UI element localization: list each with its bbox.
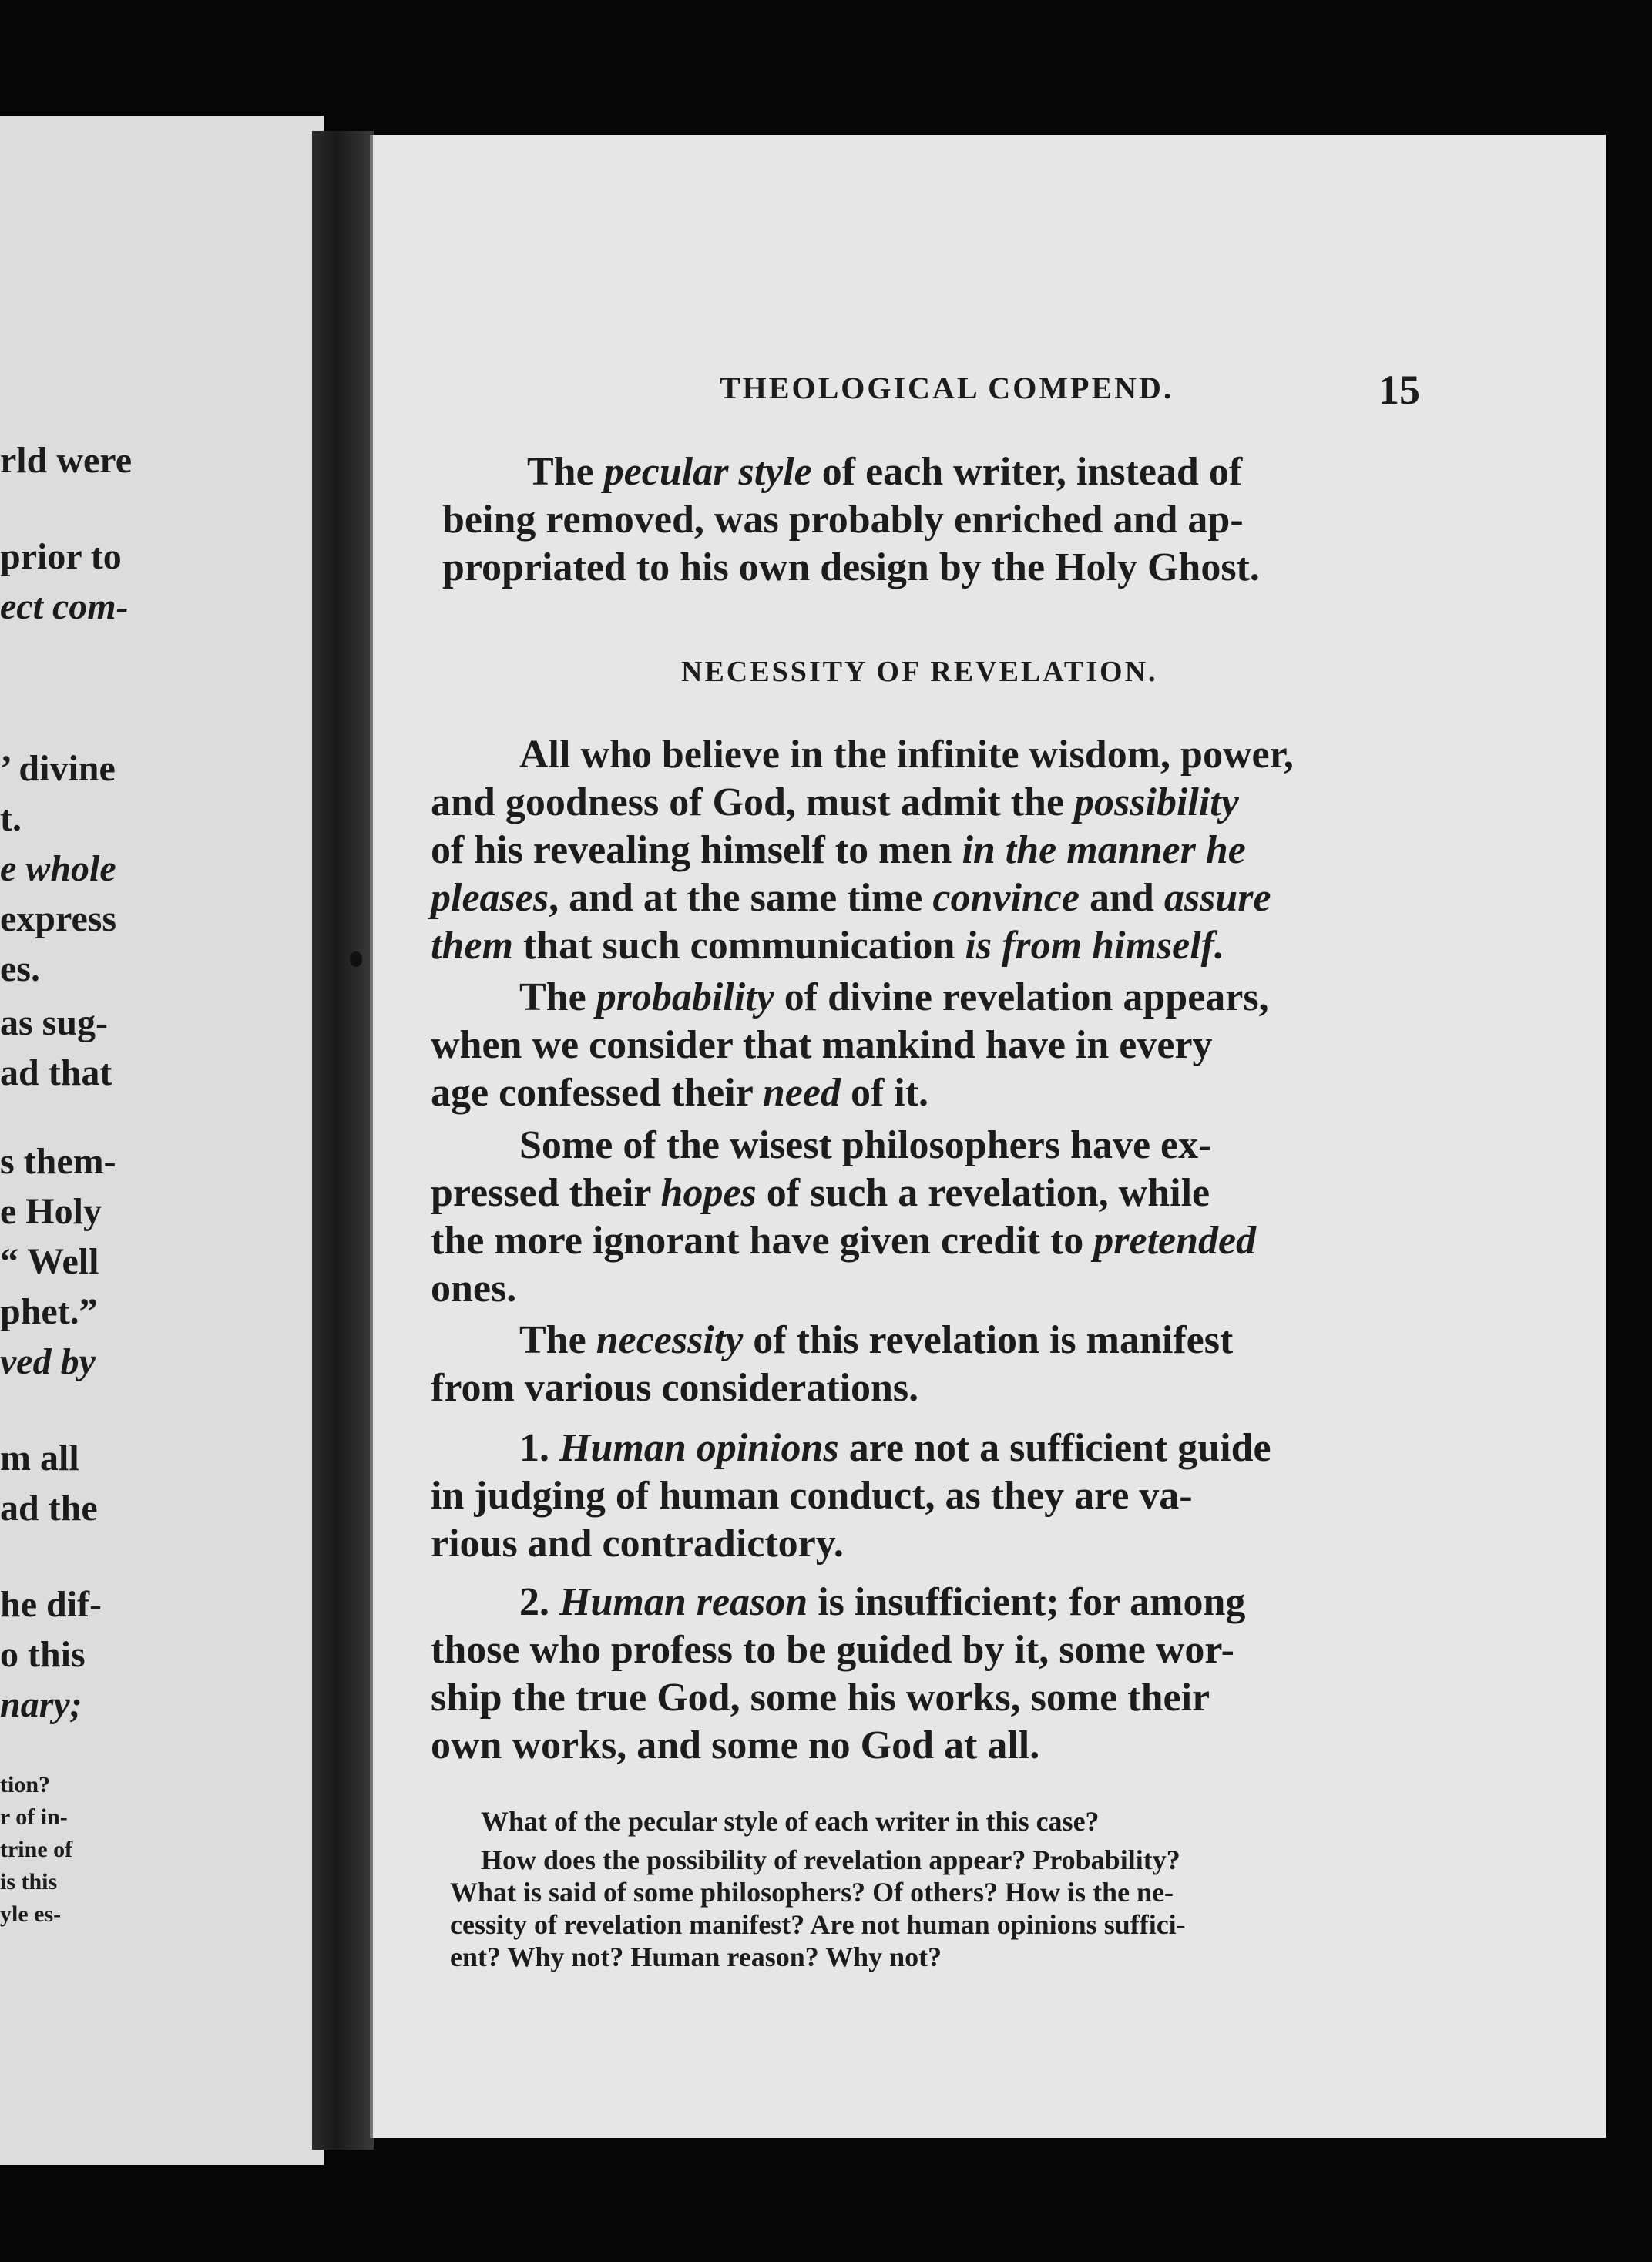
left-page-line: nary;	[0, 1684, 82, 1725]
left-page-line: ad the	[0, 1488, 98, 1529]
paragraph-line: ones.	[431, 1267, 517, 1311]
left-page-line: m all	[0, 1438, 79, 1478]
review-question-line: cessity of revelation manifest? Are not human opinions suffici-	[450, 1909, 1186, 1940]
numbered-point-line: those who profess to be guided by it, some wor-	[431, 1628, 1234, 1672]
left-page-question-line: yle es-	[0, 1901, 62, 1927]
left-page-line: t.	[0, 798, 22, 839]
paragraph-line: age confessed their need of it.	[431, 1071, 929, 1115]
left-page-line: rld were	[0, 440, 133, 481]
left-page-question-line: tion?	[0, 1772, 51, 1797]
left-page-line: prior to	[0, 536, 122, 577]
paragraph-line: and goodness of God, must admit the possibility	[431, 780, 1239, 824]
paragraph-line: Some of the wisest philosophers have ex-	[519, 1123, 1212, 1167]
left-page-line: phet.”	[0, 1291, 98, 1332]
ink-spot	[350, 951, 362, 967]
review-question-line: What is said of some philosophers? Of others? How is the ne-	[450, 1877, 1174, 1908]
page-number: 15	[1378, 367, 1420, 413]
review-question-line: How does the possibility of revelation appear? Probability?	[481, 1844, 1180, 1875]
paragraph-line: The pecular style of each writer, instead of	[527, 450, 1243, 494]
paragraph-line: from various considerations.	[431, 1366, 919, 1410]
paragraph-line: propriated to his own design by the Holy Ghost.	[442, 545, 1260, 589]
left-page-line: ved by	[0, 1341, 96, 1382]
paragraph-line: All who believe in the infinite wisdom, power,	[519, 733, 1294, 777]
numbered-point-line: rious and contradictory.	[431, 1522, 844, 1566]
paragraph-line: pleases, and at the same time convince and assure	[431, 876, 1271, 920]
paragraph-line: of his revealing himself to men in the manner he	[431, 828, 1246, 872]
left-facing-page	[0, 116, 324, 2165]
book-gutter-shadow	[312, 131, 374, 2150]
review-question-line: ent? Why not? Human reason? Why not?	[450, 1941, 942, 1972]
section-heading: NECESSITY OF REVELATION.	[681, 656, 1158, 688]
left-page-line: es.	[0, 948, 40, 989]
left-page-line: express	[0, 898, 117, 939]
paragraph-line: The necessity of this revelation is manifest	[519, 1318, 1234, 1362]
left-page-line: s them-	[0, 1141, 116, 1182]
left-page-line: e Holy	[0, 1191, 102, 1232]
numbered-point-line: in judging of human conduct, as they are va-	[431, 1474, 1193, 1518]
left-page-line: “ Well	[0, 1241, 99, 1282]
paragraph-line: The probability of divine revelation appears,	[519, 975, 1269, 1019]
left-page-line: e whole	[0, 848, 116, 889]
numbered-point-line: 1. Human opinions are not a sufficient guide	[519, 1426, 1271, 1470]
left-page-line: o this	[0, 1634, 86, 1675]
left-page-line: ’ divine	[0, 748, 116, 789]
right-page	[370, 135, 1606, 2138]
paragraph-line: pressed their hopes of such a revelation, while	[431, 1171, 1210, 1215]
review-question-line: What of the pecular style of each writer in this case?	[481, 1806, 1100, 1837]
numbered-point-line: 2. Human reason is insufficient; for among	[519, 1580, 1246, 1624]
paragraph-line: when we consider that mankind have in every	[431, 1023, 1213, 1067]
running-head: THEOLOGICAL COMPEND.	[720, 371, 1174, 405]
left-page-line: as sug-	[0, 1002, 109, 1043]
paragraph-line: being removed, was probably enriched and ap-	[442, 498, 1244, 542]
left-page-line: he dif-	[0, 1584, 102, 1625]
left-page-line: ad that	[0, 1052, 112, 1093]
left-page-question-line: trine of	[0, 1837, 73, 1862]
numbered-point-line: own works, and some no God at all.	[431, 1723, 1040, 1767]
paragraph-line: the more ignorant have given credit to pretended	[431, 1219, 1257, 1263]
left-page-question-line: is this	[0, 1869, 58, 1895]
numbered-point-line: ship the true God, some his works, some their	[431, 1676, 1210, 1720]
left-page-question-line: r of in-	[0, 1804, 68, 1830]
paragraph-line: them that such communication is from himself.	[431, 924, 1224, 968]
left-page-line: ect com-	[0, 586, 129, 627]
